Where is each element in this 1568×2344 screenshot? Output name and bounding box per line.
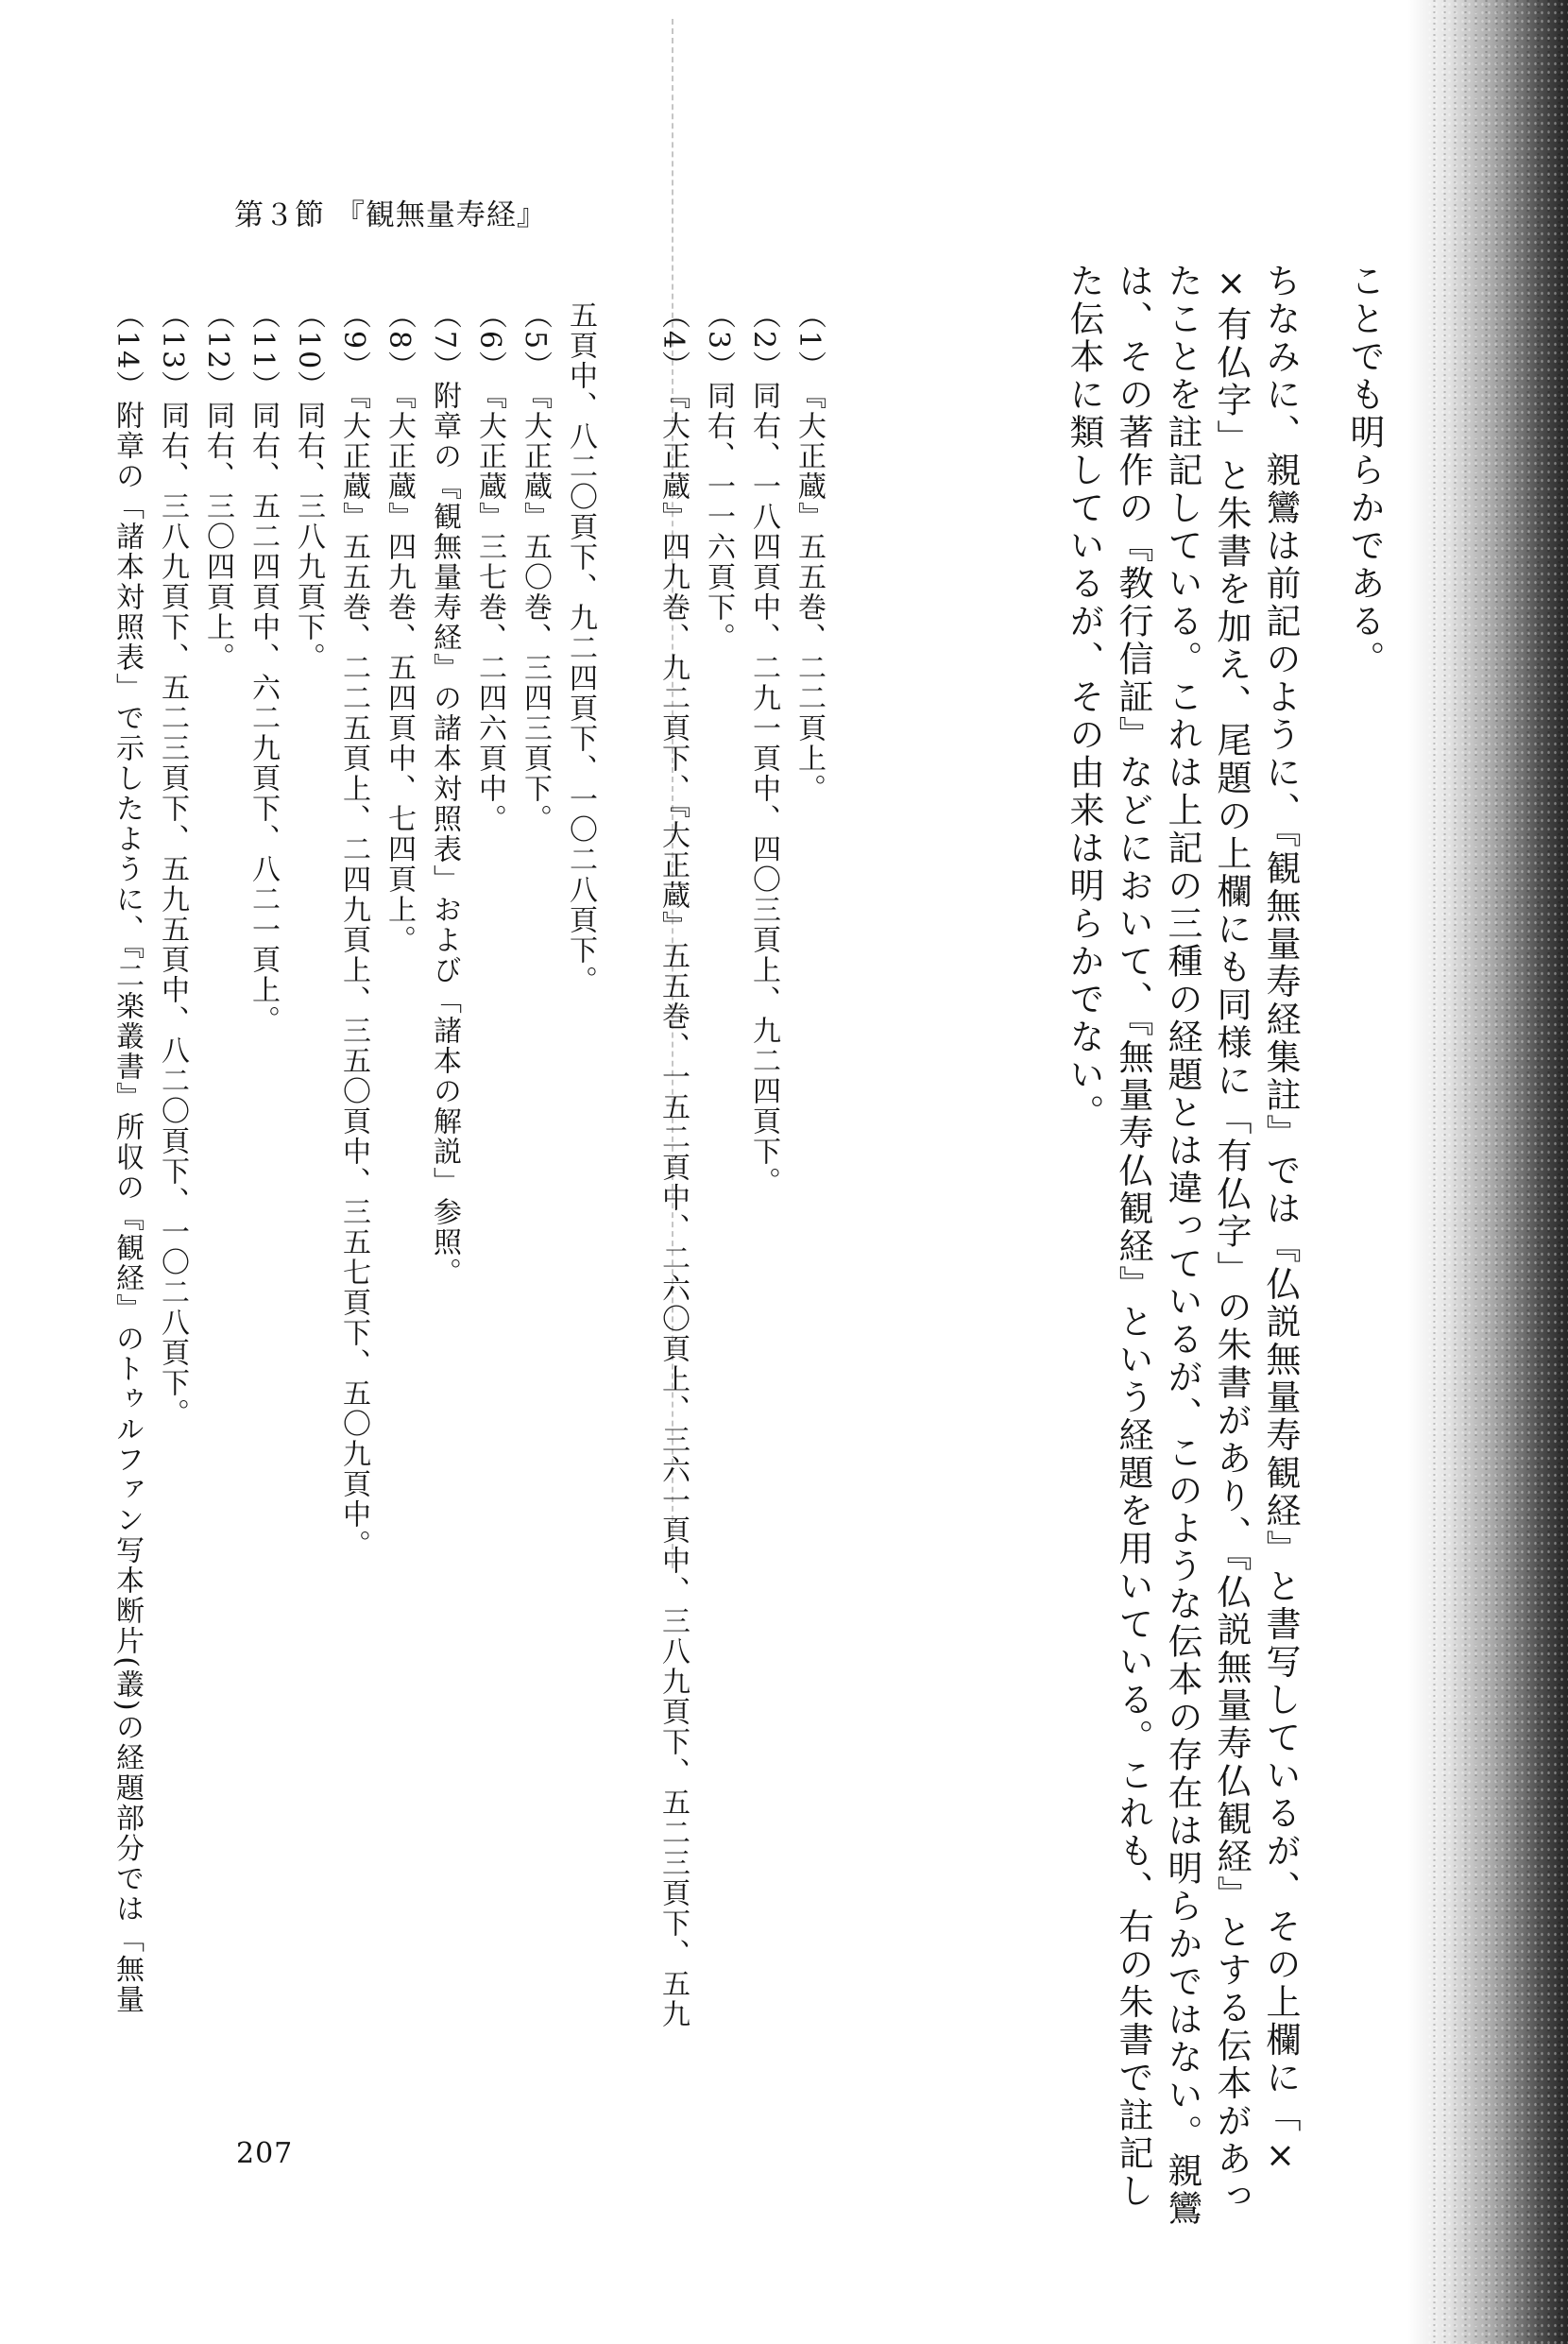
note-text: 附章の「諸本対照表」で示したように、『二楽叢書』所収の『観経』のトゥルファン写本断片(叢)の経題部分では「無量 — [111, 401, 144, 2015]
body-line: は、その著作の『教行信証』などにおいて、『無量寿仏観経』という経題を用いている。これも、右の朱書で註記し — [1113, 263, 1153, 2211]
note-number: （5） — [519, 300, 552, 382]
note-text: 同右、三八九頁下。 — [292, 401, 325, 674]
endnotes — [104, 300, 831, 2114]
body-line: たことを註記している。これは上記の三種の経題とは違っているが、このような伝本の存在は明らかではない。親鸞 — [1162, 263, 1202, 2228]
note-number: （6） — [473, 300, 506, 382]
note-continuation — [557, 300, 650, 2114]
note-item — [741, 300, 786, 2114]
body-line: ちなみに、親鸞は前記のように、『観無量寿経集註』では『仏説無量寿観経』と書写しているが、その上欄に「× — [1260, 263, 1301, 2179]
note-text: 『大正蔵』五五巻、二二頁上。 — [793, 381, 826, 805]
note-item — [104, 300, 149, 2114]
note-item — [149, 300, 195, 2114]
note-item — [195, 300, 240, 2114]
note-text: 『大正蔵』五五巻、二二五頁上、二四九頁上、三五〇頁中、三五七頁下、五〇九頁中。 — [337, 381, 370, 1561]
note-item — [240, 300, 285, 2114]
note-item — [376, 300, 421, 2114]
body-text — [1059, 263, 1389, 2228]
note-text: 五頁中、八二〇頁下、九二四頁下、一〇二八頁下。 — [564, 300, 597, 996]
note-number: （8） — [383, 300, 416, 382]
note-item — [421, 300, 467, 2114]
note-number: （1） — [793, 300, 826, 382]
note-item — [786, 300, 831, 2114]
note-number: （9） — [337, 300, 370, 382]
note-text: 同右、一八四頁中、二九一頁中、四〇三頁上、九二四頁下。 — [747, 381, 780, 1198]
note-number: （13） — [156, 300, 189, 402]
note-text: 『大正蔵』五〇巻、三四三頁下。 — [519, 381, 552, 835]
note-text: 附章の『観無量寿経』の諸本対照表」および「諸本の解説」参照。 — [428, 381, 461, 1289]
note-number: （14） — [111, 300, 144, 402]
note-number: （2） — [747, 300, 780, 382]
body-line: ことでも明らかである。 — [1344, 263, 1385, 678]
note-text: 同右、五二四頁中、六二九頁下、八二一頁上。 — [247, 401, 280, 1036]
note-text: 同右、三八九頁下、五二三頁下、五九五頁中、八二〇頁下、一〇二八頁下。 — [156, 401, 189, 1429]
note-item — [331, 300, 376, 2114]
body-line: た伝本に類しているが、その由来は明らかでない。 — [1064, 263, 1104, 1132]
body-line: ×有仏字」と朱書を加え、尾題の上欄にも同様に「有仏字」の朱書があり、『仏説無量寿仏観経』とする伝本があっ — [1211, 263, 1252, 2216]
note-item — [695, 300, 741, 2114]
note-number: （12） — [201, 300, 234, 402]
note-text: 『大正蔵』三七巻、二四六頁中。 — [473, 381, 506, 835]
note-text: 『大正蔵』四九巻、九二頁下、『大正蔵』五五巻、一五二頁中、二六〇頁上、三六一頁中、三八九頁下、五二三頁下、五九 — [656, 381, 690, 2030]
note-number: （3） — [702, 300, 735, 382]
chapter-header: 第３節 『観無量寿経』 — [234, 198, 547, 232]
note-item — [285, 300, 331, 2114]
note-number: （4） — [656, 300, 690, 382]
note-number: （10） — [292, 300, 325, 402]
note-text: 同右、三〇四頁上。 — [201, 401, 234, 674]
scan-gutter-speckle — [1426, 0, 1568, 2344]
note-item — [512, 300, 557, 2114]
note-number: （7） — [428, 300, 461, 382]
note-text: 『大正蔵』四九巻、五四頁中、七四頁上。 — [383, 381, 416, 956]
note-item — [467, 300, 512, 2114]
note-number: （11） — [247, 300, 280, 402]
page-number: 207 — [236, 2137, 294, 2170]
note-item — [650, 300, 695, 2114]
note-text: 同右、一一六頁下。 — [702, 381, 735, 654]
